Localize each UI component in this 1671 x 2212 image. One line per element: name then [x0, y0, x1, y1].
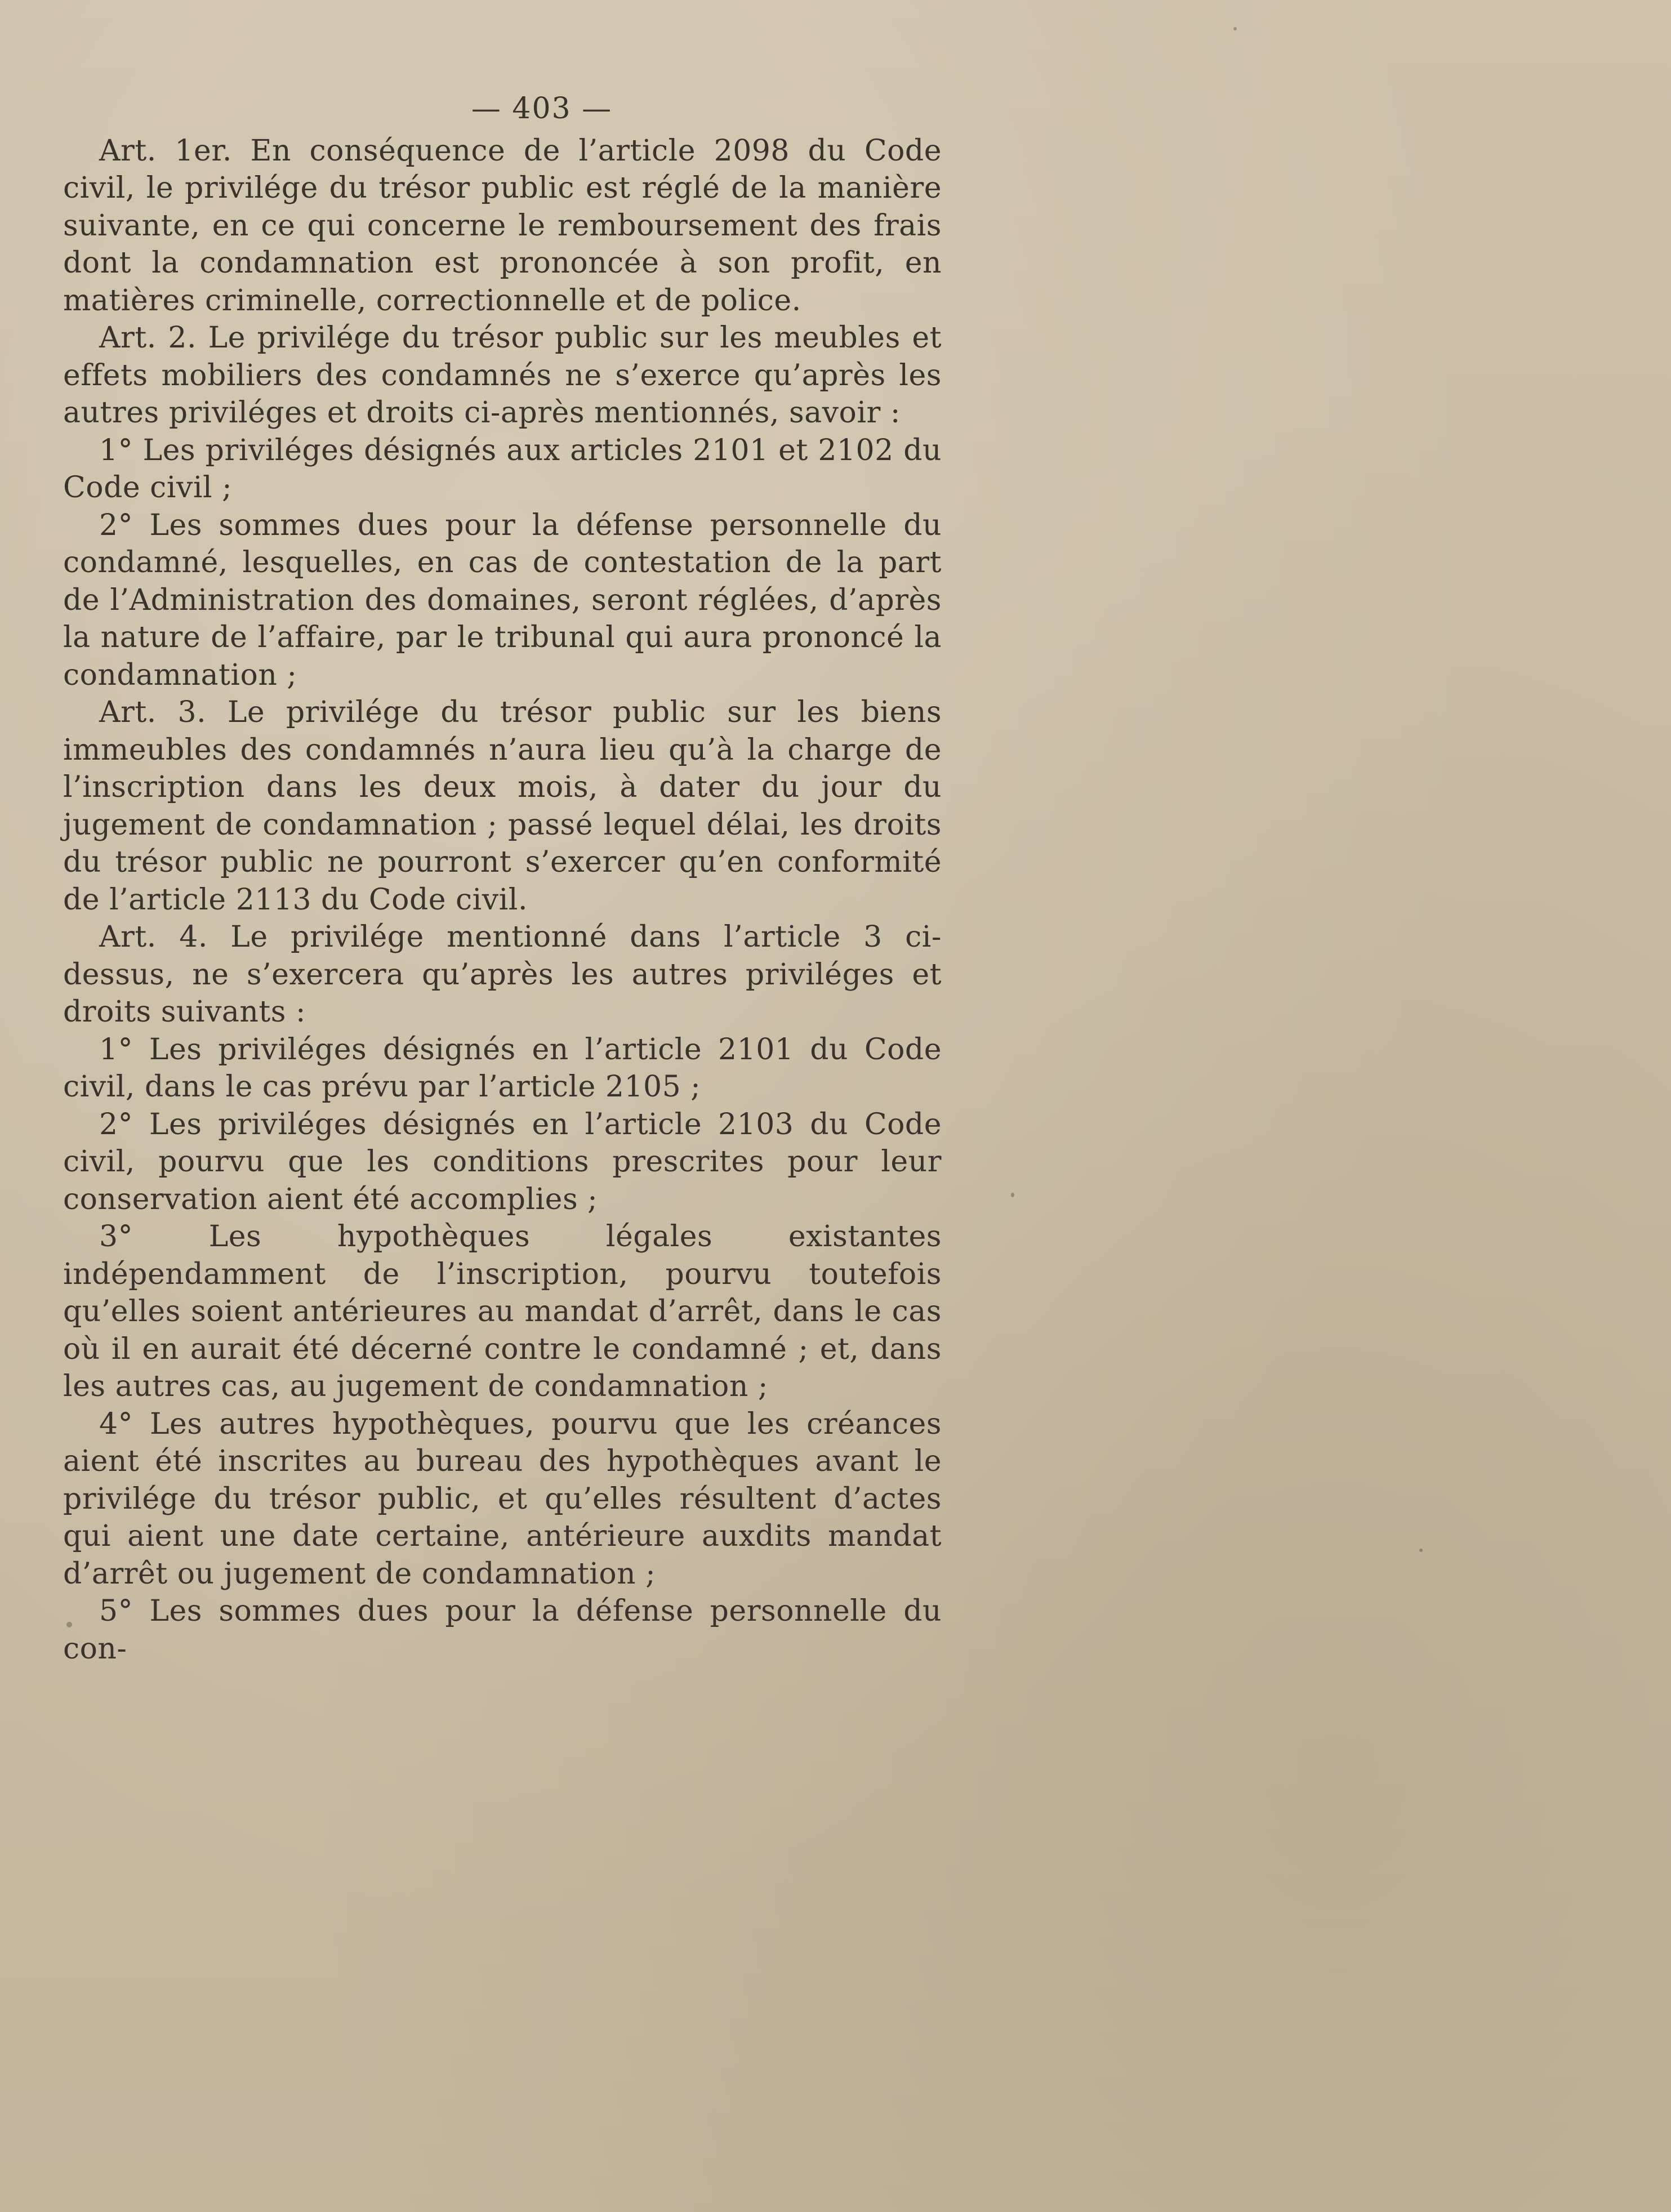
- article-4-item-4: 4° Les autres hypothèques, pourvu que les créances aient été inscrites au bureau des hypothèques avant le privilége du trésor public, et qu’elles résultent d’actes qui aient une date certaine, antérieure auxdits mandat d’arrêt ou jugement de condamnation ;: [63, 1407, 942, 1591]
- article-4-item-5: 5° Les sommes dues pour la défense personnelle du con-: [63, 1594, 942, 1666]
- paper-speck: [1011, 1193, 1014, 1197]
- body-text: [63, 90, 942, 1667]
- article-1: Art. 1er. En conséquence de l’article 2098 du Code civil, le privilége du trésor public est réglé de la manière suivante, en ce qui concerne le remboursement des frais dont la condamnation est prononcée à son profit, en matières criminelle, correctionnelle et de police.: [63, 133, 942, 318]
- article-4-item-1: 1° Les priviléges désignés en l’article 2101 du Code civil, dans le cas prévu par l’article 2105 ;: [63, 1032, 942, 1104]
- paper-speck: [1419, 1549, 1423, 1552]
- article-4: Art. 4. Le privilége mentionné dans l’article 3 ci-dessus, ne s’exercera qu’après les autres priviléges et droits suivants :: [63, 920, 942, 1029]
- article-2: Art. 2. Le privilége du trésor public sur les meubles et effets mobiliers des condamnés ne s’exerce qu’après les autres priviléges et droits ci-après mentionnés, savoir :: [63, 321, 942, 430]
- article-2-item-1: 1° Les priviléges désignés aux articles 2101 et 2102 du Code civil ;: [63, 433, 942, 505]
- page-number: — 403 —: [471, 92, 613, 126]
- article-4-item-3: 3° Les hypothèques légales existantes indépendamment de l’inscription, pourvu toutefois qu’elles soient antérieures au mandat d’arrêt, dans le cas où il en aurait été décerné contre le condamné ; et, dans les autres cas, au jugement de condamnation ;: [63, 1220, 942, 1403]
- article-4-item-2: 2° Les priviléges désignés en l’article 2103 du Code civil, pourvu que les conditions prescrites pour leur conservation aient été accomplies ;: [63, 1107, 942, 1216]
- article-3: Art. 3. Le privilége du trésor public sur les biens immeubles des condamnés n’aura lieu qu’à la charge de l’inscription dans les deux mois, à dater du jour du jugement de condamnation ; passé lequel délai, les droits du trésor public ne pourront s’exercer qu’en conformité de l’article 2113 du Code civil.: [63, 695, 942, 917]
- paper-speck: [1233, 27, 1237, 30]
- article-2-item-2: 2° Les sommes dues pour la défense personnelle du condamné, lesquelles, en cas de contestation de la part de l’Administration des domaines, seront réglées, d’après la nature de l’affaire, par le tribunal qui aura prononcé la condamnation ;: [63, 508, 942, 692]
